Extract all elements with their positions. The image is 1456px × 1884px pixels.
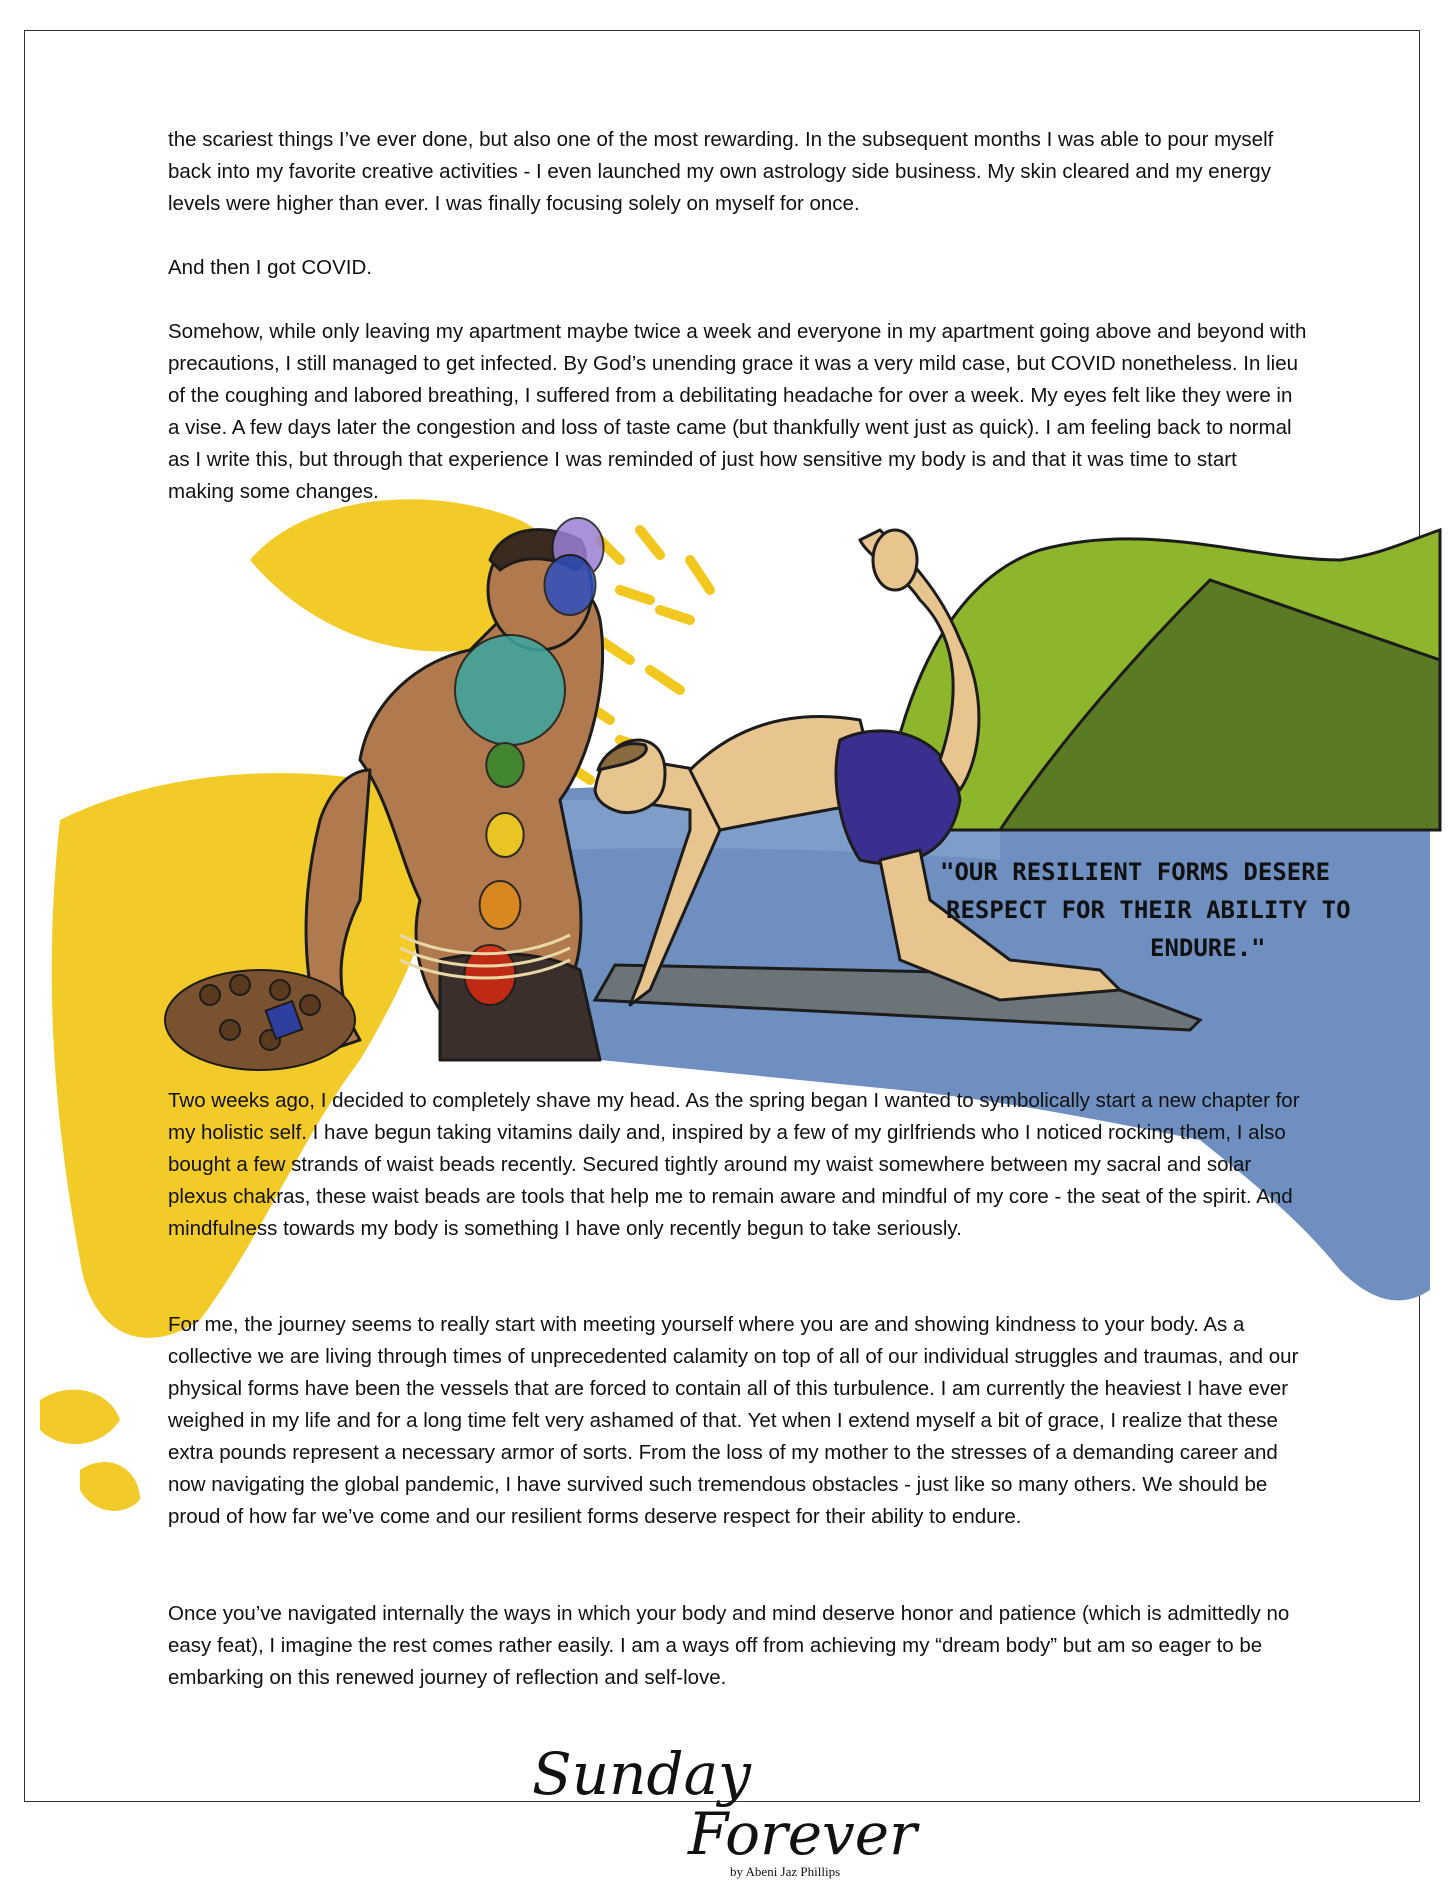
quote-line-2: RESPECT FOR THEIR ABILITY TO (946, 896, 1351, 924)
chakra-circle-4 (486, 743, 523, 787)
chakra-circle-2 (545, 555, 596, 615)
chakra-circle-6 (480, 881, 521, 929)
logo-byline: by Abeni Jaz Phillips (730, 1864, 841, 1879)
logo-word-sunday: Sunday (532, 1740, 751, 1808)
paragraph-4: Two weeks ago, I decided to completely shave my head. As the spring began I wanted to symbolically start a new chapter for my holistic self. I have begun taking vitamins daily and, inspired by a few of my girlfriends who I noticed rocking them, I also bought a few strands of waist beads recently. Secured tightly around my waist somewhere between my sacral and solar plexus chakras, these waist beads are tools that help me to remain aware and mindful of my core - the seat of the spirit. And mindfulness towards my body is something I have only recently begun to take seriously. (168, 1089, 1300, 1240)
paragraph-2: And then I got COVID. (168, 256, 372, 279)
paragraph-1: the scariest things I’ve ever done, but also one of the most rewarding. In the subsequent months I was able to pour myself back into my favorite creative activities - I even launched my own astrology side business. My skin cleared and my energy levels were higher than ever. I was finally focusing solely on myself for once. (168, 128, 1274, 215)
paragraph-5: For me, the journey seems to really start with meeting yourself where you are and showing kindness to your body. As a collective we are living through times of unprecedented calamity on top of all of our individual struggles and traumas, and our physical forms have been the vessels that are forced to contain all of this turbulence. I am currently the heaviest I have ever weighed in my life and for a long time felt very ashamed of that. Yet when I extend myself a bit of grace, I realize that these extra pounds represent a necessary armor of sorts. From the loss of my mother to the stresses of a demanding career and now navigating the global pandemic, I have survived such tremendous obstacles - just like so many others. We should be proud of how far we’ve come and our resilient forms deserve respect for their ability to endure. (168, 1313, 1299, 1528)
logo-word-forever: Forever (688, 1800, 917, 1868)
chakra-circle-3 (455, 635, 565, 745)
paragraph-6: Once you’ve navigated internally the ways in which your body and mind deserve honor and patience (which is admittedly no easy feat), I imagine the rest comes rather easily. I am a ways off from achieving my “dream body” but am so eager to be embarking on this renewed journey of reflection and self-love. (168, 1602, 1290, 1689)
chakra-circle-5 (486, 813, 523, 857)
paragraph-3: Somehow, while only leaving my apartment maybe twice a week and everyone in my apartment going above and beyond with precautions, I still managed to get infected. By God’s unending grace it was a very mild case, but COVID nonetheless. In lieu of the coughing and labored breathing, I suffered from a debilitating headache for over a week. My eyes felt like they were in a vise. A few days later the congestion and loss of taste came (but thankfully went just as quick). I am feeling back to normal as I write this, but through that experience I was reminded of just how sensitive my body is and that it was time to start making some changes. (168, 320, 1307, 503)
quote-line-1: "OUR RESILIENT FORMS DESERE (940, 858, 1331, 886)
sunday-forever-logo (520, 1738, 940, 1878)
curly-hair-figure (165, 970, 355, 1070)
quote-line-3: ENDURE." (1150, 934, 1266, 962)
